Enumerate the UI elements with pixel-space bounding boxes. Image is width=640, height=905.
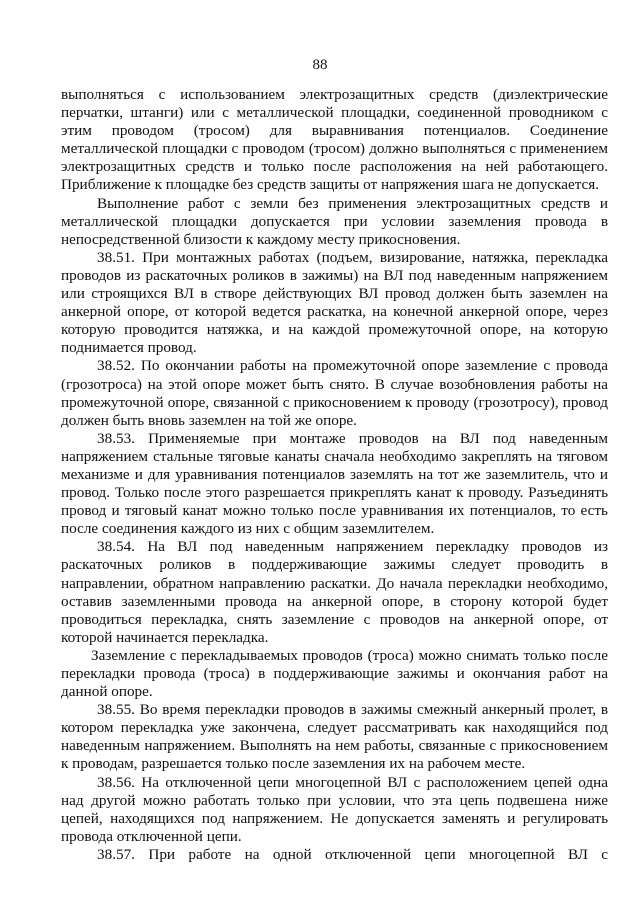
paragraph-continuation: выполняться с использованием электрозащитных средств (диэлектрические перчатки, штанги) или с металлической площадки, соединенной проводником с этим проводом (тросом) для выравнивания потенциалов. Соединение металлической площадки с проводом (тросом) должно выполняться с применением электрозащитных средств и только после расположения на ней работающего. Приближение к площадке без средств защиты от напряжения шага не допускается. — [61, 86, 608, 194]
paragraph-38-52: 38.52. По окончании работы на промежуточной опоре заземление с провода (грозотроса) на этой опоре может быть снято. В случае возобновления работы на промежуточной опоре, связанной с прикосновением к проводу (грозотросу), провод должен быть вновь заземлен на той же опоре. — [61, 357, 608, 429]
page-number: 88 — [312, 57, 328, 73]
paragraph-ground-work: Выполнение работ с земли без применения электрозащитных средств и металлической площадки допускается при условии заземления провода в непосредственной близости к каждому месту прикосновения. — [61, 194, 608, 248]
document-body — [61, 86, 608, 864]
paragraph-38-56: 38.56. На отключенной цепи многоцепной ВЛ с расположением цепей одна над другой можно работать только при условии, что эта цепь подвешена ниже цепей, находящихся под напряжением. Не допускается заменять и регулировать провода отключенной цепи. — [61, 773, 608, 845]
paragraph-38-53: 38.53. Применяемые при монтаже проводов на ВЛ под наведенным напряжением стальные тяговые канаты сначала необходимо закреплять на тяговом механизме и для уравнивания потенциалов заземлять на тот же заземлитель, что и провод. Только после этого разрешается прикреплять канат к проводу. Разъединять провод и тяговый канат можно только после уравнивания их потенциалов, то есть после соединения каждого из них с общим заземлителем. — [61, 429, 608, 538]
paragraph-38-57: 38.57. При работе на одной отключенной цепи многоцепной ВЛ с — [97, 845, 608, 863]
paragraph-38-51: 38.51. При монтажных работах (подъем, визирование, натяжка, перекладка проводов из раскаточных роликов в зажимы) на ВЛ под наведенным напряжением или строящихся ВЛ в створе действующих ВЛ провод должен быть заземлен на анкерной опоре, от которой ведется раскатка, на конечной анкерной опоре, через которую проводится натяжка, и на каждой промежуточной опоре, на которую поднимается провод. — [61, 248, 608, 357]
paragraph-38-55: 38.55. Во время перекладки проводов в зажимы смежный анкерный пролет, в котором перекладка уже закончена, следует рассматривать как находящийся под наведенным напряжением. Выполнять на нем работы, связанные с прикосновением к проводам, разрешается только после заземления их на рабочем месте. — [61, 701, 608, 773]
paragraph-38-54: 38.54. На ВЛ под наведенным напряжением перекладку проводов из раскаточных роликов в поддерживающие зажимы следует проводить в направлении, обратном направлению раскатки. До начала перекладки необходимо, оставив заземленными провода на анкерной опоре, в сторону которой будет проводиться перекладка, снять заземление с проводов на анкерной опоре, от которой начинается перекладка. — [61, 538, 608, 646]
paragraph-grounding-removal: Заземление с перекладываемых проводов (троса) можно снимать только после перекладки провода (троса) в поддерживающие зажимы и окончания работ на данной опоре. — [61, 646, 608, 701]
